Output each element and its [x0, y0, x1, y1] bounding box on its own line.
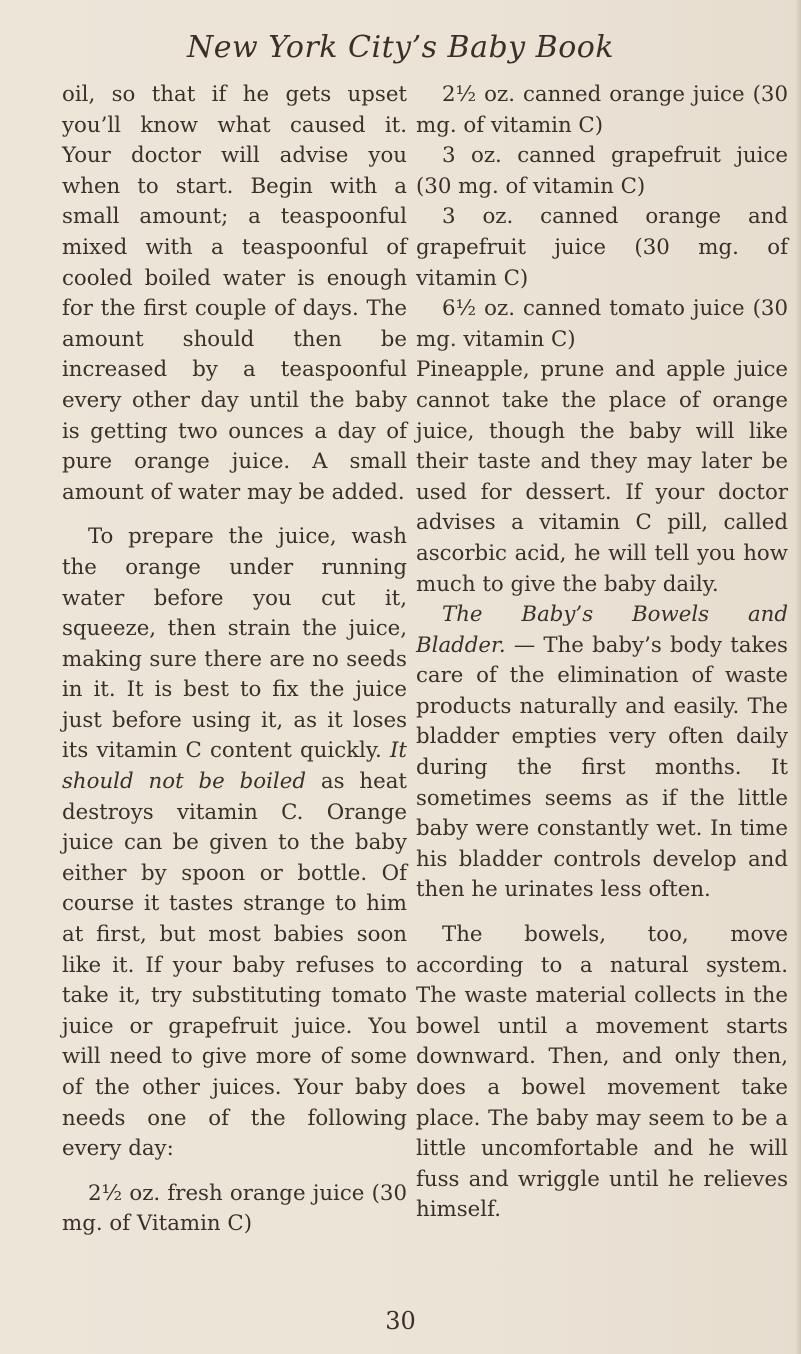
- left-column: [62, 80, 407, 1240]
- paragraph-text: To prepare the juice, wash the orange under running water before you cut it, squeeze, then strain the juice, making sure there are no seeds in it. It is best to fix the juice just before using it, as it loses its vitamin C content quickly.: [62, 524, 407, 764]
- paragraph-bowels: The bowels, too, move according to a natural system. The waste material collects in the bowel until a movement starts downward. Then, and only then, does a bowel movement take place. The baby may seem to be a little uncomfortable and he will fuss and wriggle until he relieves himself.: [416, 922, 788, 1223]
- paragraph-prepare-juice: [62, 522, 407, 1164]
- paragraph-other-juices: Pineapple, prune and apple juice cannot take the place of orange juice, though the baby will like their taste and they may later be used for dessert. If your doctor advises a vitamin C pill, called ascorbic acid, he will tell you how much to give the baby daily.: [416, 357, 788, 597]
- page-number: 30: [385, 1307, 416, 1335]
- list-item-canned-tomato-juice: 6½ oz. canned tomato juice (30 mg. vitamin C): [416, 296, 788, 352]
- paragraph-bowels-bladder: [416, 600, 788, 906]
- right-column: [416, 80, 788, 1226]
- paragraph-text: as heat destroys vitamin C. Orange juice can be given to the baby either by spoon or bottle. Of course it tastes strange to him at first, but most babies soon like it. If your baby refuses to take it, try substituting tomato juice or grapefruit juice. You will need to give more of some of the other juices. Your baby needs one of the following every day:: [62, 769, 407, 1162]
- paragraph-text: — The baby’s body takes care of the elimination of waste products naturally and easily. The bladder empties very often daily during the first months. It sometimes seems as if the little baby were constantly wet. In time his bladder controls develop and then he urinates less often.: [416, 632, 788, 903]
- list-item-canned-grapefruit-juice: 3 oz. canned grapefruit juice (30 mg. of vitamin C): [416, 143, 788, 199]
- page-edge-shadow: [795, 0, 801, 1354]
- list-item-fresh-orange-juice: 2½ oz. fresh orange juice (30 mg. of Vitamin C): [62, 1180, 407, 1237]
- list-item-canned-orange-juice: 2½ oz. canned orange juice (30 mg. of vitamin C): [416, 82, 788, 138]
- section-heading: The Baby’s Bowels and Bladder.: [416, 602, 788, 658]
- paragraph-orange-juice-intro: oil, so that if he gets upset you’ll know what caused it. Your doctor will advise you when to start. Begin with a small amount; a teaspoonful mixed with a teaspoonful of cooled boiled water is enough for the first couple of days. The amount should then be increased by a teaspoonful every other day until the baby is getting two ounces a day of pure orange juice. A small amount of water may be added.: [62, 82, 407, 505]
- running-head: New York City’s Baby Book: [186, 30, 615, 65]
- italic-emphasis: It should not be boiled: [62, 738, 407, 795]
- list-item-canned-orange-grapefruit-juice: 3 oz. canned orange and grapefruit juice (30 mg. of vitamin C): [416, 204, 788, 291]
